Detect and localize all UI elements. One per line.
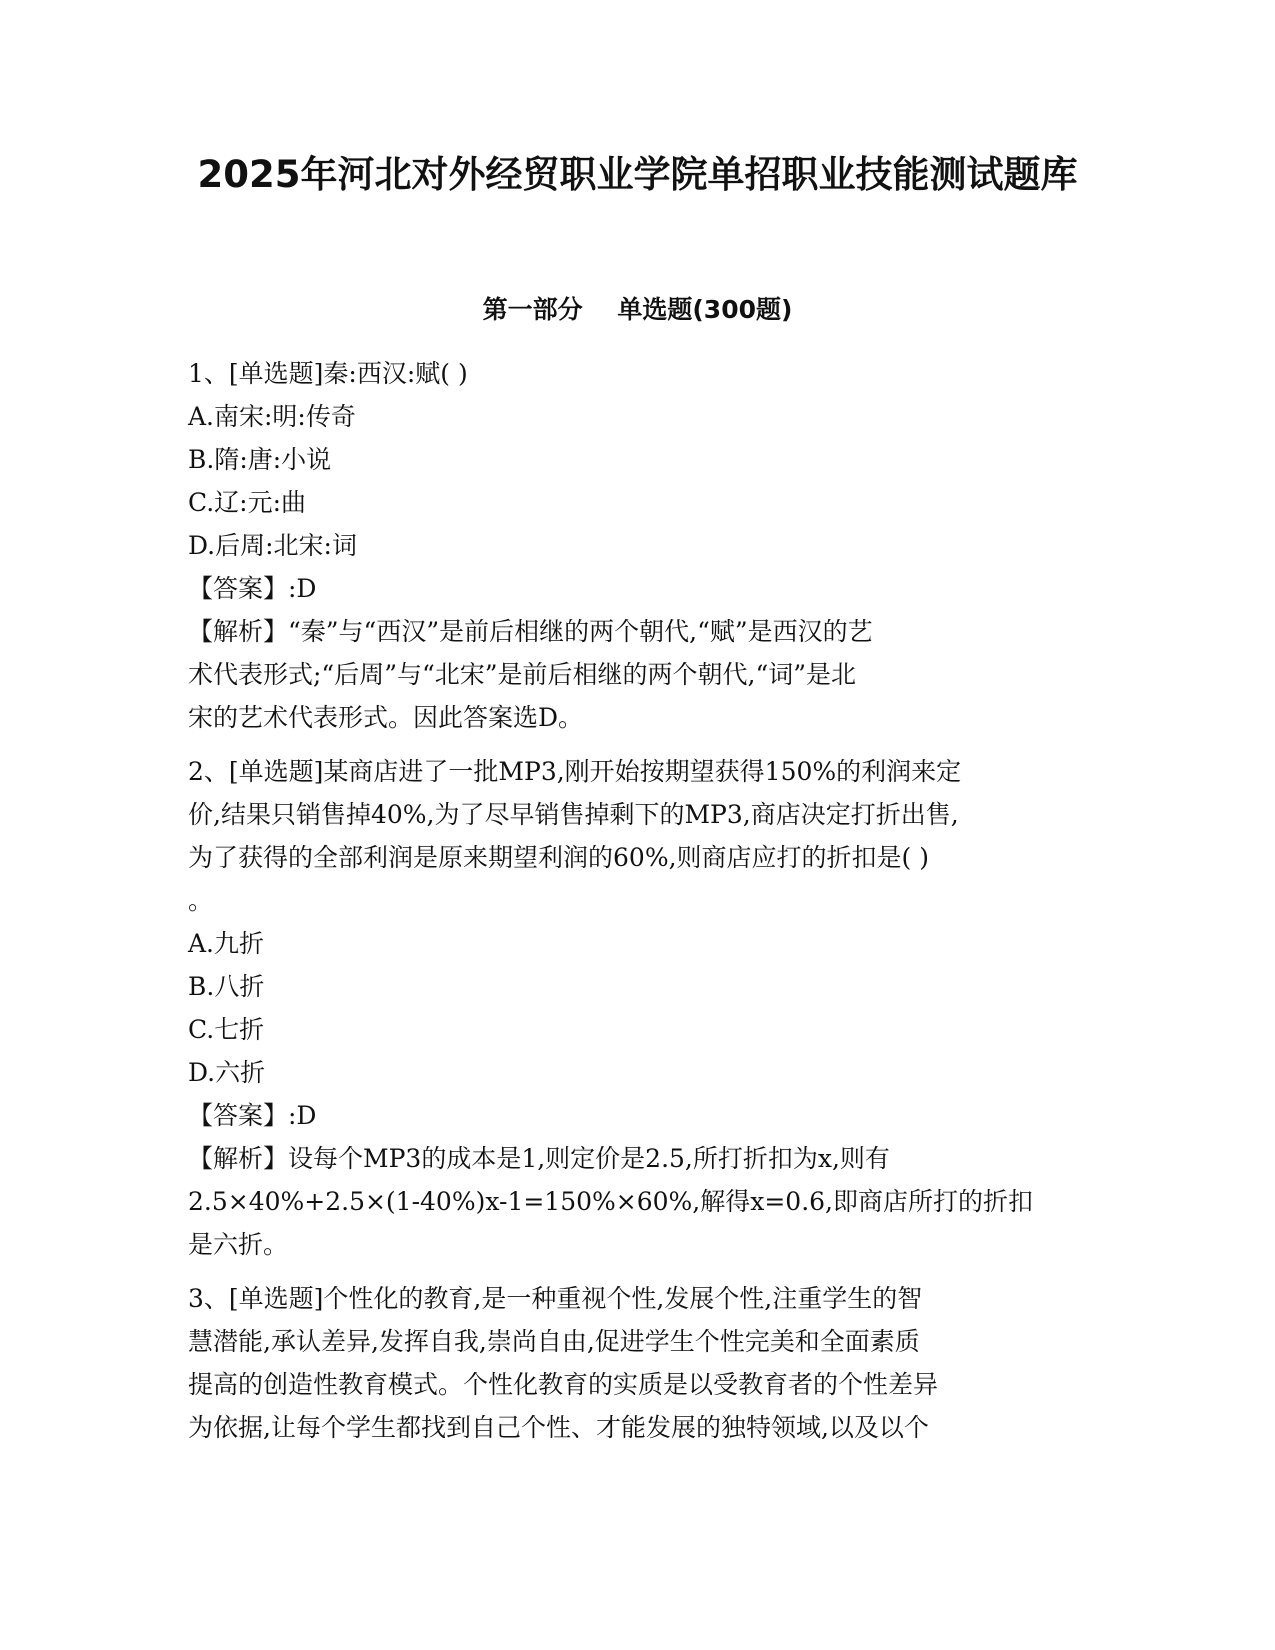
section-title: 第一部分 单选题(300题): [482, 295, 793, 324]
question-2-stem-line-1: 2、[单选题]某商店进了一批MP3,刚开始按期望获得150%的利润来定: [188, 757, 962, 786]
question-1-answer: 【答案】:D: [188, 574, 317, 603]
question-1-option-a: A.南宋:明:传奇: [188, 402, 356, 431]
question-1: [188, 352, 1083, 739]
question-3: [188, 1277, 1083, 1449]
question-1-option-b: B.隋:唐:小说: [188, 445, 332, 474]
question-1-analysis-line-2: 术代表形式;“后周”与“北宋”是前后相继的两个朝代,“词”是北: [188, 660, 857, 689]
question-1-option-c: C.辽:元:曲: [188, 488, 307, 517]
question-1-analysis-line-1: 【解析】“秦”与“西汉”是前后相继的两个朝代,“赋”是西汉的艺: [188, 617, 873, 646]
document-title: 2025年河北对外经贸职业学院单招职业技能测试题库: [197, 153, 1078, 196]
question-spacer: [188, 739, 1083, 750]
question-2-option-d: D.六折: [188, 1058, 266, 1087]
question-2-option-b: B.八折: [188, 972, 265, 1001]
question-1-analysis-line-3: 宋的艺术代表形式。因此答案选D。: [188, 703, 584, 732]
question-2-analysis-line-3: 是六折。: [188, 1230, 289, 1259]
question-2-option-c: C.七折: [188, 1015, 265, 1044]
question-3-stem-line-1: 3、[单选题]个性化的教育,是一种重视个性,发展个性,注重学生的智: [188, 1284, 923, 1313]
question-2-analysis-line-2: 2.5×40%+2.5×(1-40%)x-1=150%×60%,解得x=0.6,即商店所打的折扣: [188, 1187, 1033, 1216]
question-2-stem-line-3: 为了获得的全部利润是原来期望利润的60%,则商店应打的折扣是( ): [188, 843, 929, 872]
question-2-answer: 【答案】:D: [188, 1101, 317, 1130]
question-2-option-a: A.九折: [188, 929, 265, 958]
question-3-stem-line-3: 提高的创造性教育模式。个性化教育的实质是以受教育者的个性差异: [188, 1370, 939, 1399]
question-3-stem-line-4: 为依据,让每个学生都找到自己个性、才能发展的独特领域,以及以个: [188, 1413, 929, 1442]
question-2-stem-line-4: 。: [188, 886, 214, 915]
question-1-option-d: D.后周:北宋:词: [188, 531, 357, 560]
question-spacer: [188, 1266, 1083, 1277]
question-2-stem-line-2: 价,结果只销售掉40%,为了尽早销售掉剩下的MP3,商店决定打折出售,: [188, 800, 959, 829]
question-1-stem: 1、[单选题]秦:西汉:赋( ): [188, 359, 468, 388]
question-2-analysis-line-1: 【解析】设每个MP3的成本是1,则定价是2.5,所打折扣为x,则有: [188, 1144, 890, 1173]
question-3-stem-line-2: 慧潜能,承认差异,发挥自我,崇尚自由,促进学生个性完美和全面素质: [188, 1327, 920, 1356]
question-2: [188, 750, 1083, 1266]
question-list: [188, 352, 1083, 1449]
